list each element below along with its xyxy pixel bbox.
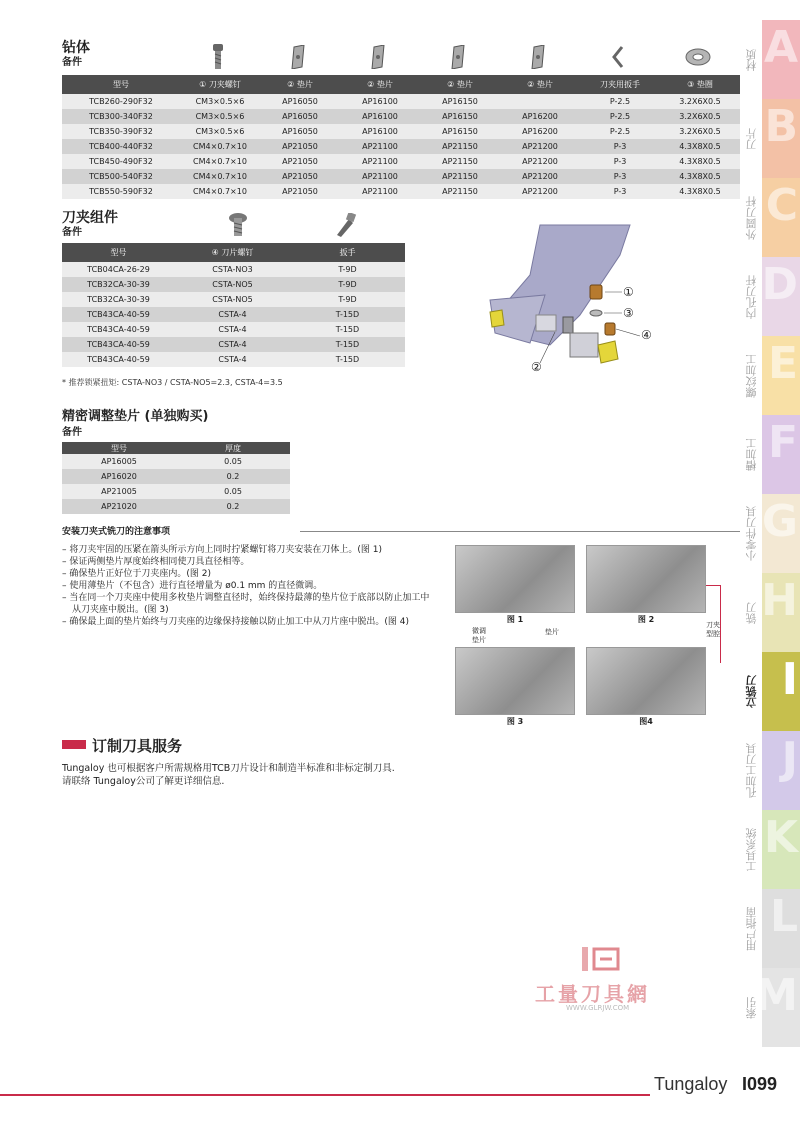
side-tab-label-wrap: [742, 494, 762, 573]
table-cell: TCB300-340F32: [62, 109, 180, 124]
side-tab-label: 工具系统: [745, 827, 758, 872]
exploded-assembly-diagram: [470, 215, 670, 385]
table-cell: 4.3X8X0.5: [660, 184, 740, 199]
table-cell: P-2.5: [580, 124, 660, 139]
diagram-label-2: ②: [531, 360, 542, 374]
column-header: 型号: [62, 442, 176, 454]
side-tab-c[interactable]: [745, 178, 800, 257]
side-tab-letter: E: [767, 338, 798, 389]
cartridge-parts-icons: [178, 210, 393, 240]
table-cell: AP16050: [260, 124, 340, 139]
caution-list: [62, 544, 434, 628]
table-cell: CM4×0.7×10: [180, 169, 260, 184]
table-cell: AP21200: [500, 169, 580, 184]
side-tab-k[interactable]: [745, 810, 800, 889]
table-cell: CM4×0.7×10: [180, 154, 260, 169]
shim-icon: [418, 42, 498, 72]
table-cell: CSTA-4: [175, 307, 290, 322]
side-tab-letter: H: [761, 575, 798, 626]
torx-wrench-icon: [298, 210, 393, 240]
table-cell: CSTA-4: [175, 352, 290, 367]
table-cell: AP16200: [500, 109, 580, 124]
side-tab-l[interactable]: [745, 889, 800, 968]
column-header: ② 垫片: [340, 75, 420, 94]
side-tab-label-wrap: [742, 731, 762, 810]
side-tab-d[interactable]: [745, 257, 800, 336]
table-row: [62, 154, 740, 169]
table-cell: AP21020: [62, 499, 176, 514]
diagram-label-1: ①: [623, 285, 634, 299]
table-header-row: [62, 75, 740, 94]
column-header: 厚度: [176, 442, 290, 454]
column-header: ④ 刀片螺钉: [175, 243, 290, 262]
footer-brand: Tungaloy: [654, 1074, 728, 1094]
side-tab-label: 铣刀: [745, 601, 758, 624]
custom-service-text-line-1: Tungaloy 也可根据客户所需规格用TCB刀片设计和制造半标准和非标定制刀具.: [62, 763, 395, 774]
wrench-icon: [578, 42, 658, 72]
table-cell: AP21005: [62, 484, 176, 499]
table-row: [62, 499, 290, 514]
side-tab-label-wrap: [742, 968, 762, 1047]
custom-service-text-line-2: 请联络 Tungaloy公司了解更详细信息.: [62, 776, 225, 787]
table-cell: 3.2X6X0.5: [660, 94, 740, 109]
table-cell: CSTA-4: [175, 322, 290, 337]
table-cell: AP21150: [420, 154, 500, 169]
side-tab-label-wrap: [742, 573, 762, 652]
watermark-text: 工量刀具網: [535, 982, 650, 1006]
table-cell: TCB43CA-40-59: [62, 337, 175, 352]
side-tab-label: 内孔刀杆: [745, 274, 758, 319]
watermark-logo: [578, 945, 628, 975]
side-tab-letter: J: [781, 733, 798, 784]
side-tab-label: 外圆刀杆: [745, 195, 758, 240]
table-cell: CM3×0.5×6: [180, 109, 260, 124]
shim-icon: [258, 42, 338, 72]
column-header: ③ 垫圈: [660, 75, 740, 94]
side-tab-letter: C: [765, 180, 798, 231]
insert-screw-icon: [178, 210, 298, 240]
table-cell: 0.05: [176, 454, 290, 469]
table-cell: CM3×0.5×6: [180, 94, 260, 109]
table-cell: T-9D: [290, 292, 405, 307]
page-number: I099: [742, 1074, 778, 1094]
side-tab-h[interactable]: [745, 573, 800, 652]
side-tab-label: 孔加工刀具: [745, 743, 758, 798]
table-row: [62, 352, 405, 367]
figure-4-caption: 图4: [639, 717, 653, 726]
table-cell: T-15D: [290, 307, 405, 322]
figure-4-photo: [586, 647, 706, 715]
table-row: [62, 184, 740, 199]
side-tab-label: 小零件刀具: [745, 506, 758, 561]
side-tab-letter: K: [763, 812, 798, 863]
custom-service-accent-bar: [62, 740, 86, 749]
table-cell: AP21100: [340, 169, 420, 184]
caution-item: – 确保最上面的垫片始终与刀夹座的边缘保持接触以防止加工中从刀片座中脱出。(图 4): [62, 617, 409, 627]
side-tab-label-wrap: [742, 889, 762, 968]
shim-label: 垫片: [545, 628, 559, 636]
table-row: [62, 307, 405, 322]
pocket-label: 刀夹 型腔: [706, 621, 720, 638]
side-tab-letter: L: [769, 891, 798, 942]
table-cell: 0.2: [176, 499, 290, 514]
table-cell: CM4×0.7×10: [180, 184, 260, 199]
table-cell: 3.2X6X0.5: [660, 124, 740, 139]
table-cell: AP21200: [500, 184, 580, 199]
footer-line: [0, 1094, 650, 1096]
table-cell: AP16100: [340, 124, 420, 139]
table-cell: CSTA-4: [175, 337, 290, 352]
figure-3-photo: [455, 647, 575, 715]
table-cell: AP16050: [260, 109, 340, 124]
side-tab-label: 材质: [745, 48, 758, 71]
side-tab-letter: M: [754, 970, 798, 1021]
caution-divider: [300, 531, 740, 532]
table-row: [62, 139, 740, 154]
column-header: ② 垫片: [420, 75, 500, 94]
screw-icon: [178, 42, 258, 72]
pocket-pointer-line: [706, 585, 720, 586]
side-tab-label-wrap: [742, 810, 762, 889]
table-cell: 4.3X8X0.5: [660, 154, 740, 169]
figure-3-caption: 图 3: [506, 717, 524, 726]
table-cell: AP21100: [340, 184, 420, 199]
washer-icon: [658, 42, 738, 72]
side-tab-label: 刀片: [745, 127, 758, 150]
table-cell: T-9D: [290, 262, 405, 277]
table-cell: T-15D: [290, 322, 405, 337]
side-tab-j[interactable]: [745, 731, 800, 810]
side-tab-f[interactable]: [745, 415, 800, 494]
table-cell: AP16150: [420, 94, 500, 109]
table-cell: AP21100: [340, 139, 420, 154]
side-tab-m[interactable]: [745, 968, 800, 1047]
side-tab-a[interactable]: [745, 20, 800, 99]
table-cell: AP16150: [420, 109, 500, 124]
caution-item: – 保证两侧垫片厚度始终相同使刀具直径相等。: [62, 557, 250, 567]
table-cell: AP21200: [500, 139, 580, 154]
diagram-label-4: ④: [641, 328, 652, 342]
side-tab-letter: F: [767, 417, 798, 468]
fine-shim-label: 微调 垫片: [472, 627, 486, 644]
caution-item: – 当在同一个刀夹座中使用多枚垫片调整直径时，始终保持最薄的垫片位于底部以防止加工中从刀夹座中脱出。(图 3): [62, 593, 430, 615]
table-cell: TCB260-290F32: [62, 94, 180, 109]
side-tab-label-wrap: [742, 652, 762, 731]
table-cell: AP21100: [340, 154, 420, 169]
column-header: 型号: [62, 75, 180, 94]
table-header-row: [62, 243, 405, 262]
side-tab-label: 用户指南: [745, 906, 758, 951]
table-cell: P-2.5: [580, 94, 660, 109]
side-tab-letter: D: [761, 259, 798, 310]
table-cell: AP21150: [420, 169, 500, 184]
table-row: [62, 292, 405, 307]
table-header-row: [62, 442, 290, 454]
side-tab-letter: B: [764, 101, 798, 152]
side-tab-letter: A: [763, 22, 798, 73]
table-cell: T-15D: [290, 352, 405, 367]
table-cell: 4.3X8X0.5: [660, 139, 740, 154]
side-tab-label: 槽加工: [745, 438, 758, 471]
shim-icon: [338, 42, 418, 72]
side-tab-label-wrap: [742, 336, 762, 415]
table-row: [62, 277, 405, 292]
table-cell: AP21050: [260, 184, 340, 199]
table-cell: P-3: [580, 169, 660, 184]
table-cell: AP21050: [260, 154, 340, 169]
side-tab-label-wrap: [742, 99, 762, 178]
figure-2-caption: 图 2: [637, 615, 655, 624]
side-tab-e[interactable]: [745, 336, 800, 415]
shim-section-title: 精密调整垫片 (单独购买): [62, 409, 209, 424]
column-header: ② 垫片: [500, 75, 580, 94]
table-cell: AP21200: [500, 154, 580, 169]
column-header: ② 垫片: [260, 75, 340, 94]
caution-item: – 使用薄垫片（不包含）进行直径增量为 ø0.1 mm 的直径微调。: [62, 581, 323, 591]
table-cell: 4.3X8X0.5: [660, 169, 740, 184]
side-tab-b[interactable]: [745, 99, 800, 178]
table-row: [62, 454, 290, 469]
table-row: [62, 337, 405, 352]
column-header: 刀夹用扳手: [580, 75, 660, 94]
table-cell: 0.2: [176, 469, 290, 484]
table-cell: P-3: [580, 154, 660, 169]
side-tab-letter: G: [761, 496, 798, 547]
table-cell: TCB350-390F32: [62, 124, 180, 139]
table-cell: TCB450-490F32: [62, 154, 180, 169]
table-cell: T-9D: [290, 277, 405, 292]
diagram-label-3: ③: [623, 306, 634, 320]
body-parts-table: [62, 75, 740, 199]
side-tab-label-wrap: [742, 415, 762, 494]
table-cell: AP16100: [340, 94, 420, 109]
table-cell: AP21050: [260, 169, 340, 184]
table-cell: T-15D: [290, 337, 405, 352]
side-tab-label-wrap: [742, 20, 762, 99]
table-row: [62, 262, 405, 277]
table-row: [62, 469, 290, 484]
table-cell: 3.2X6X0.5: [660, 109, 740, 124]
table-cell: TCB32CA-30-39: [62, 277, 175, 292]
cartridge-section-title: 刀夹组件: [62, 210, 118, 226]
table-cell: TCB43CA-40-59: [62, 322, 175, 337]
table-cell: TCB550-590F32: [62, 184, 180, 199]
table-cell: AP16050: [260, 94, 340, 109]
table-row: [62, 94, 740, 109]
table-cell: TCB04CA-26-29: [62, 262, 175, 277]
table-cell: P-3: [580, 184, 660, 199]
column-header: 扳手: [290, 243, 405, 262]
table-cell: CSTA-NO5: [175, 292, 290, 307]
table-row: [62, 124, 740, 139]
table-row: [62, 322, 405, 337]
caution-item: – 将刀夹牢固的压紧在箭头所示方向上同时拧紧螺钉将刀夹安装在刀体上。(图 1): [62, 545, 382, 555]
side-tab-label: 螺纹加工: [745, 353, 758, 398]
table-cell: TCB32CA-30-39: [62, 292, 175, 307]
watermark-url: WWW.GLRJW.COM: [566, 1004, 630, 1012]
table-row: [62, 484, 290, 499]
side-tab-letter: I: [781, 654, 798, 705]
shim-section-subtitle: 备件: [62, 427, 82, 438]
table-cell: TCB400-440F32: [62, 139, 180, 154]
pocket-pointer-line: [720, 585, 721, 663]
table-cell: TCB43CA-40-59: [62, 307, 175, 322]
table-cell: 0.05: [176, 484, 290, 499]
side-tab-label: 索引: [745, 996, 758, 1019]
table-cell: AP16150: [420, 124, 500, 139]
fine-shim-table: [62, 442, 290, 514]
shim-icon: [498, 42, 578, 72]
column-header: 型号: [62, 243, 175, 262]
side-tab-label-wrap: [742, 257, 762, 336]
table-cell: P-3: [580, 139, 660, 154]
figure-1-photo: [455, 545, 575, 613]
table-cell: TCB500-540F32: [62, 169, 180, 184]
caution-item: – 确保垫片正好位于刀夹座内。(图 2): [62, 569, 211, 579]
side-tab-i-active[interactable]: [745, 652, 800, 731]
table-cell: TCB43CA-40-59: [62, 352, 175, 367]
caution-title: 安装刀夹式铣刀的注意事项: [62, 527, 171, 537]
table-cell: AP16100: [340, 109, 420, 124]
table-cell: CM4×0.7×10: [180, 139, 260, 154]
side-tab-label: 立铣刀: [745, 675, 758, 708]
table-cell: CSTA-NO5: [175, 277, 290, 292]
torque-note: * 推荐锁紧扭矩: CSTA-NO3 / CSTA-NO5=2.3, CSTA-4=3.5: [62, 378, 283, 387]
table-cell: [500, 94, 580, 109]
table-cell: AP21150: [420, 184, 500, 199]
table-cell: AP21050: [260, 139, 340, 154]
table-cell: AP16200: [500, 124, 580, 139]
table-row: [62, 109, 740, 124]
custom-service-title: 订制刀具服务: [92, 737, 183, 755]
table-cell: CSTA-NO3: [175, 262, 290, 277]
cartridge-section-subtitle: 备件: [62, 227, 82, 238]
table-cell: CM3×0.5×6: [180, 124, 260, 139]
figure-2-photo: [586, 545, 706, 613]
body-parts-icons: [178, 42, 738, 72]
column-header: ① 刀夹螺钉: [180, 75, 260, 94]
cartridge-parts-table: [62, 243, 405, 367]
side-tab-g[interactable]: [745, 494, 800, 573]
table-row: [62, 169, 740, 184]
figure-1-caption: 图 1: [506, 615, 524, 624]
table-cell: P-2.5: [580, 109, 660, 124]
table-cell: AP21150: [420, 139, 500, 154]
side-tab-label-wrap: [742, 178, 762, 257]
body-section-title: 钻体: [62, 40, 90, 56]
table-cell: AP16020: [62, 469, 176, 484]
body-section-subtitle: 备件: [62, 57, 82, 68]
table-cell: AP16005: [62, 454, 176, 469]
